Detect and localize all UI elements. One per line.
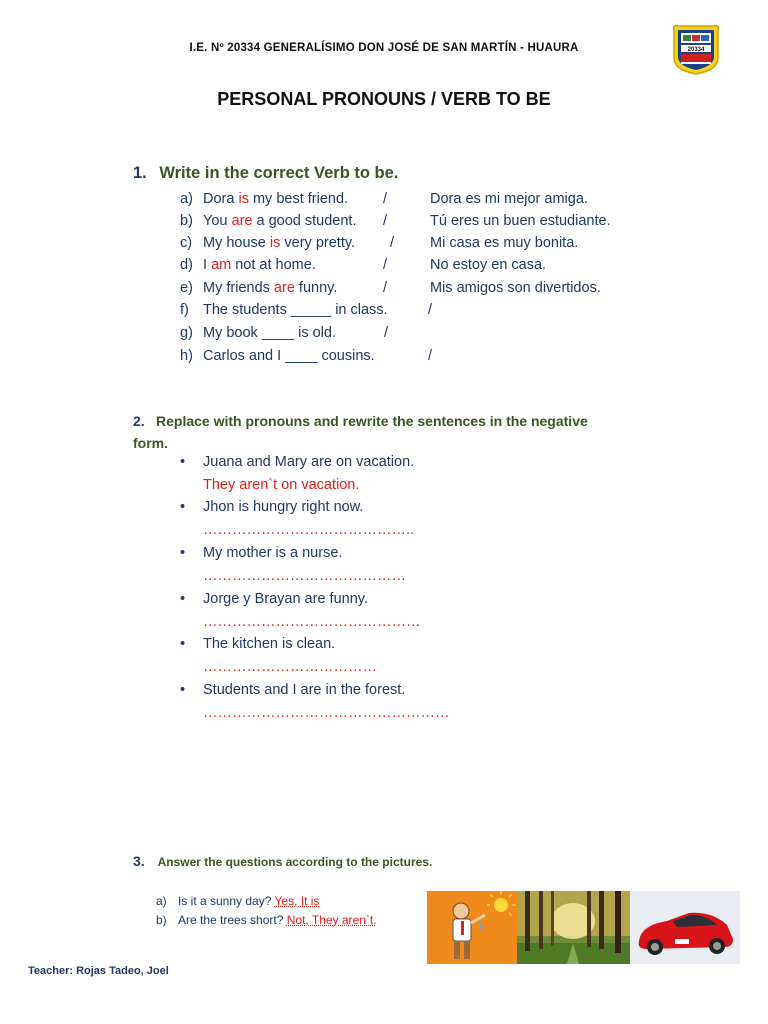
sentence-text: Students and I are in the forest. xyxy=(203,682,406,698)
verb-answer: is xyxy=(238,191,249,207)
answer-text: Not, They aren`t. xyxy=(286,913,377,927)
teacher-name: Teacher: Rojas Tadeo, Joel xyxy=(28,965,169,977)
item-letter: a) xyxy=(156,894,167,908)
english-sentence: My house is very pretty. xyxy=(203,235,356,251)
item-letter: c) xyxy=(180,235,193,251)
red-car-picture xyxy=(630,891,740,964)
verb-answer: is xyxy=(269,235,281,251)
forest-picture xyxy=(517,891,630,964)
sentence-text: Juana and Mary are on vacation. xyxy=(203,454,415,470)
sentence-text: My mother is a nurse. xyxy=(203,545,343,561)
slash-separator: / xyxy=(390,235,395,251)
english-sentence: Dora is my best friend. xyxy=(203,191,349,207)
section2-heading-line2: form. xyxy=(133,435,168,451)
picture-strip xyxy=(427,891,740,964)
bullet-icon: • xyxy=(180,591,186,607)
verb-answer: are xyxy=(231,213,253,229)
item-letter: a) xyxy=(180,191,193,207)
answer-blank: …………………………………… xyxy=(203,568,406,584)
item-letter: b) xyxy=(156,913,167,927)
slash-separator: / xyxy=(428,348,433,364)
item-letter: e) xyxy=(180,280,193,296)
school-badge-logo xyxy=(672,24,720,76)
page-title: PERSONAL PRONOUNS / VERB TO BE xyxy=(217,89,551,109)
english-sentence: My book ____ is old. xyxy=(203,325,336,341)
spanish-translation: Mi casa es muy bonita. xyxy=(430,235,579,251)
answer-text: They aren`t on vacation. xyxy=(203,477,360,493)
english-sentence: You are a good student. xyxy=(203,213,357,229)
section2-heading xyxy=(133,410,673,454)
item-letter: d) xyxy=(180,257,193,273)
section2-number: 2. xyxy=(133,413,145,429)
badge-number: 20334 xyxy=(687,47,705,53)
english-sentence: I am not at home. xyxy=(203,257,316,273)
bullet-icon: • xyxy=(180,545,186,561)
answer-blank: ……………………………………… xyxy=(203,614,421,630)
bullet-icon: • xyxy=(180,454,186,470)
spanish-translation: Dora es mi mejor amiga. xyxy=(430,191,588,207)
section3-heading-text: Answer the questions according to the pictures. xyxy=(157,855,433,869)
section1-heading xyxy=(133,164,398,183)
spanish-translation: Mis amigos son divertidos. xyxy=(430,280,601,296)
answer-blank: …………………………………………… xyxy=(203,705,450,721)
item-letter: h) xyxy=(180,348,193,364)
verb-answer: am xyxy=(211,257,232,273)
item-letter: b) xyxy=(180,213,193,229)
english-sentence: Carlos and I ____ cousins. xyxy=(203,348,375,364)
slash-separator: / xyxy=(383,213,388,229)
section1-heading-text: Write in the correct Verb to be. xyxy=(159,164,399,182)
section3-heading xyxy=(133,853,432,869)
bullet-icon: • xyxy=(180,499,186,515)
question-text: Are the trees short? Not, They aren`t. xyxy=(178,913,377,927)
slash-separator: / xyxy=(383,191,388,207)
section2-heading-line1: Replace with pronouns and rewrite the sentences in the negative xyxy=(156,413,588,429)
school-name: I.E. Nº 20334 GENERALÍSIMO DON JOSÉ DE SAN MARTÍN - HUAURA xyxy=(189,42,579,54)
slash-separator: / xyxy=(428,302,433,318)
item-letter: f) xyxy=(180,302,189,318)
section1-number: 1. xyxy=(133,164,147,182)
english-sentence: My friends are funny. xyxy=(203,280,338,296)
sentence-text: Jhon is hungry right now. xyxy=(203,499,364,515)
sunny-day-picture xyxy=(427,891,517,964)
spanish-translation: Tú eres un buen estudiante. xyxy=(430,213,611,229)
bullet-icon: • xyxy=(180,682,186,698)
bullet-icon: • xyxy=(180,636,186,652)
answer-text: Yes, It is xyxy=(274,894,320,908)
slash-separator: / xyxy=(384,325,389,341)
answer-blank: ……………………………… xyxy=(203,659,377,675)
english-sentence: The students _____ in class. xyxy=(203,302,388,318)
item-letter: g) xyxy=(180,325,193,341)
section3-number: 3. xyxy=(133,853,145,869)
sentence-text: Jorge y Brayan are funny. xyxy=(203,591,368,607)
slash-separator: / xyxy=(383,257,388,273)
answer-blank: …………………………………….. xyxy=(203,522,415,538)
slash-separator: / xyxy=(383,280,388,296)
sentence-text: The kitchen is clean. xyxy=(203,636,336,652)
verb-answer: are xyxy=(273,280,295,296)
question-text: Is it a sunny day? Yes, It is xyxy=(178,894,320,908)
spanish-translation: No estoy en casa. xyxy=(430,257,547,273)
